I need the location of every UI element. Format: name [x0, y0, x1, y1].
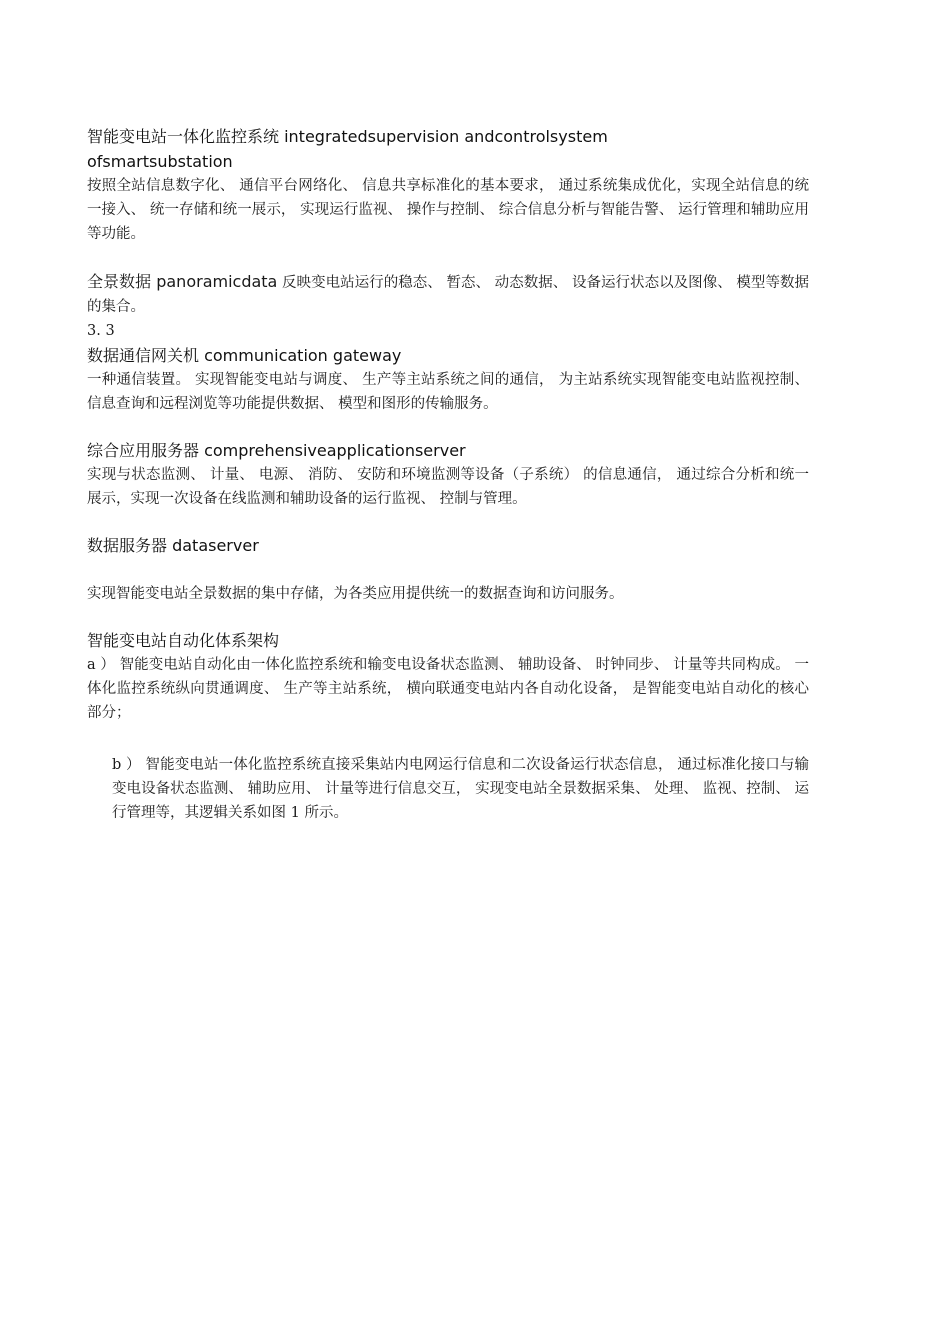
- section-heading-communication-gateway: 数据通信网关机 communication gateway: [87, 346, 402, 365]
- section-panoramic-data: [87, 270, 809, 319]
- section-body-communication-gateway: 一种通信装置。 实现智能变电站与调度、 生产等主站系统之间的通信， 为主站系统实现智能变电站监视控制、 信息查询和远程浏览等功能提供数据、 模型和图形的传输服务。: [87, 372, 809, 412]
- section-heading-data-server: 数据服务器 dataserver: [87, 536, 259, 555]
- document-page: [87, 124, 809, 825]
- list-item-b: b ） 智能变电站一体化监控系统直接采集站内电网运行信息和二次设备运行状态信息， 通过标准化接口与输变电设备状态监测、 辅助应用、 计量等进行信息交互， 实现变电站全景数据采集、 处理、 监视、控制、 运行管理等，其逻辑关系如图 1 所示。: [112, 757, 809, 821]
- section-heading-integrated-supervision-cont: ofsmartsubstation: [87, 152, 233, 171]
- section-heading-comprehensive-server: 综合应用服务器 comprehensiveapplicationserver: [87, 441, 466, 460]
- spacer: [87, 606, 809, 628]
- definition-panoramic-data: 反映变电站运行的稳态、 暂态、 动态数据、 设备运行状态以及图像、 模型等数据的集合。: [87, 275, 809, 315]
- spacer: [87, 511, 809, 533]
- list-item-a: a ） 智能变电站自动化由一体化监控系统和输变电设备状态监测、 辅助设备、 时钟同步、 计量等共同构成。 一体化监控系统纵向贯通调度、 生产等主站系统， 横向联通变电站内各自动化设备， 是智能变电站自动化的核心部分；: [87, 657, 809, 721]
- spacer: [87, 558, 809, 582]
- section-body-data-server: 实现智能变电站全景数据的集中存储，为各类应用提供统一的数据查询和访问服务。: [87, 586, 624, 602]
- section-number: 3. 3: [87, 323, 115, 339]
- section-heading-integrated-supervision: 智能变电站一体化监控系统 integratedsupervision andcontrolsystem: [87, 127, 608, 146]
- spacer: [87, 246, 809, 270]
- term-panoramic-data: 全景数据 panoramicdata: [87, 272, 278, 291]
- section-heading-architecture: 智能变电站自动化体系架构: [87, 631, 280, 650]
- section-body-comprehensive-server: 实现与状态监测、 计量、 电源、 消防、 安防和环境监测等设备（子系统） 的信息通信， 通过综合分析和统一展示，实现一次设备在线监测和辅助设备的运行监视、 控制与管理。: [87, 467, 809, 507]
- section-body-integrated-supervision: 按照全站信息数字化、 通信平台网络化、 信息共享标准化的基本要求， 通过系统集成优化，实现全站信息的统一接入、 统一存储和统一展示， 实现运行监视、 操作与控制、 综合信息分析与智能告警、 运行管理和辅助应用等功能。: [87, 178, 809, 242]
- spacer: [87, 416, 809, 438]
- spacer: [87, 725, 809, 753]
